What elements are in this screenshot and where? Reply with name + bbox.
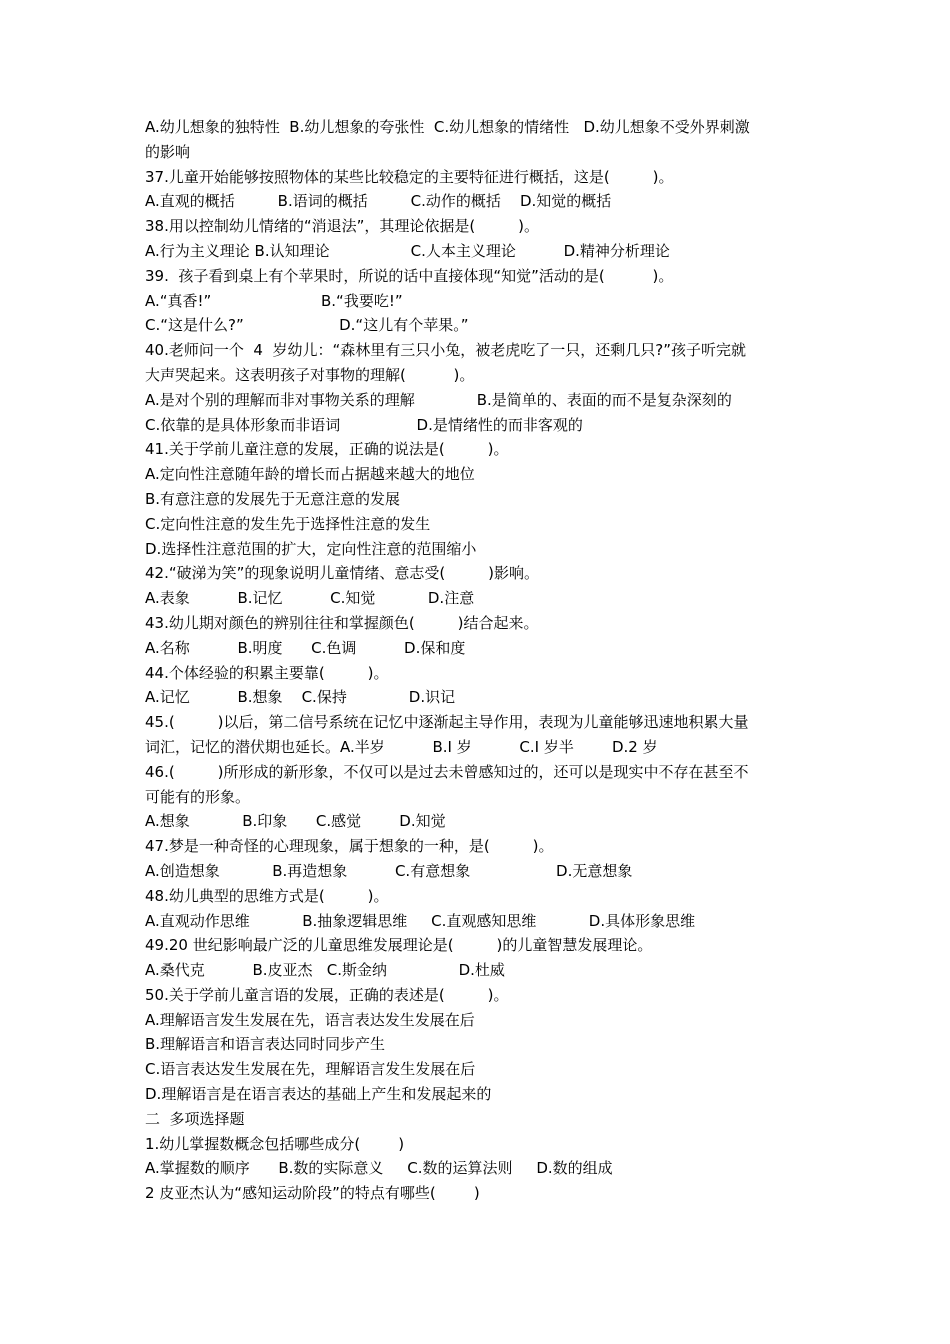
text-line: A.“真香!” B.“我要吃!” bbox=[145, 291, 403, 310]
text-line: 词汇，记忆的潜伏期也延长。A.半岁 B.I 岁 C.I 岁半 D.2 岁 bbox=[145, 737, 658, 756]
text-line: C.语言表达发生发展在先，理解语言发生发展在后 bbox=[145, 1060, 476, 1079]
text-line: 40.老师问一个 4 岁幼儿：“森林里有三只小兔，被老虎吃了一只，还剩几只?”孩子听完就 bbox=[145, 341, 746, 360]
text-line: 38.用以控制幼儿情绪的“消退法”，其理论依据是( )。 bbox=[145, 217, 540, 236]
text-line: 可能有的形象。 bbox=[145, 787, 251, 806]
text-line: C.依靠的是具体形象而非语词 D.是情绪性的而非客观的 bbox=[145, 415, 583, 434]
text-line: 41.关于学前儿童注意的发展，正确的说法是( )。 bbox=[145, 440, 509, 459]
text-line: A.幼儿想象的独特性 B.幼儿想象的夸张性 C.幼儿想象的情绪性 D.幼儿想象不受外界刺激 bbox=[145, 118, 750, 136]
text-line: 二 多项选择题 bbox=[145, 1109, 245, 1128]
text-line: A.表象 B.记忆 C.知觉 D.注意 bbox=[145, 589, 475, 608]
text-line: 45.( )以后，第二信号系统在记忆中逐渐起主导作用，表现为儿童能够迅速地积累大量 bbox=[145, 713, 749, 732]
text-line: D.选择性注意范围的扩大，定向性注意的范围缩小 bbox=[145, 539, 477, 558]
text-line: 47.梦是一种奇怪的心理现象，属于想象的一种，是( )。 bbox=[145, 837, 554, 856]
text-line: A.是对个别的理解而非对事物关系的理解 B.是简单的、表面的而不是复杂深刻的 bbox=[145, 390, 732, 409]
text-line: A.直观的概括 B.语词的概括 C.动作的概括 D.知觉的概括 bbox=[145, 192, 612, 211]
text-line: 2 皮亚杰认为“感知运动阶段”的特点有哪些( ) bbox=[145, 1184, 480, 1203]
text-line: A.行为主义理论 B.认知理论 C.人本主义理论 D.精神分析理论 bbox=[145, 241, 670, 260]
text-line: A.记忆 B.想象 C.保持 D.识记 bbox=[145, 688, 456, 707]
text-line: A.直观动作思维 B.抽象逻辑思维 C.直观感知思维 D.具体形象思维 bbox=[145, 911, 696, 930]
text-line: B.理解语言和语言表达同时同步产生 bbox=[145, 1035, 386, 1054]
text-line: B.有意注意的发展先于无意注意的发展 bbox=[145, 489, 401, 508]
text-line: A.桑代克 B.皮亚杰 C.斯金纳 D.杜威 bbox=[145, 961, 505, 980]
text-line: A.掌握数的顺序 B.数的实际意义 C.数的运算法则 D.数的组成 bbox=[145, 1159, 613, 1178]
text-line: 46.( )所形成的新形象，不仅可以是过去未曾感知过的，还可以是现实中不存在甚至不 bbox=[145, 762, 749, 781]
text-line: C.“这是什么?” D.“这儿有个苹果。” bbox=[145, 316, 469, 335]
text-line: 48.幼儿典型的思维方式是( )。 bbox=[145, 886, 389, 905]
text-line: 44.个体经验的积累主要靠( )。 bbox=[145, 663, 389, 682]
text-line: 42.“破涕为笑”的现象说明儿童情绪、意志受( )影响。 bbox=[145, 564, 540, 583]
text-line: A.想象 B.印象 C.感觉 D.知觉 bbox=[145, 812, 446, 831]
text-line: A.名称 B.明度 C.色调 D.保和度 bbox=[145, 638, 466, 657]
text-line: 1.幼儿掌握数概念包括哪些成分( ) bbox=[145, 1134, 405, 1153]
text-line: D.理解语言是在语言表达的基础上产生和发展起来的 bbox=[145, 1085, 492, 1104]
text-line: 大声哭起来。这表明孩子对事物的理解( )。 bbox=[145, 365, 475, 384]
text-line: 37.儿童开始能够按照物体的某些比较稳定的主要特征进行概括，这是( )。 bbox=[145, 167, 674, 186]
text-line: 的影响 bbox=[145, 142, 191, 161]
text-line: A.定向性注意随年龄的增长而占据越来越大的地位 bbox=[145, 465, 475, 484]
text-line: A.创造想象 B.再造想象 C.有意想象 D.无意想象 bbox=[145, 861, 633, 880]
text-line: A.理解语言发生发展在先，语言表达发生发展在后 bbox=[145, 1010, 475, 1029]
text-line: 50.关于学前儿童言语的发展，正确的表述是( )。 bbox=[145, 985, 509, 1004]
document-page bbox=[145, 115, 810, 1206]
text-line: 39. 孩子看到桌上有个苹果时，所说的话中直接体现“知觉”活动的是( )。 bbox=[145, 266, 674, 285]
text-line: C.定向性注意的发生先于选择性注意的发生 bbox=[145, 514, 431, 533]
text-line: 43.幼儿期对颜色的辨别往往和掌握颜色( )结合起来。 bbox=[145, 613, 539, 632]
text-line: 49.20 世纪影响最广泛的儿童思维发展理论是( )的儿童智慧发展理论。 bbox=[145, 936, 653, 955]
